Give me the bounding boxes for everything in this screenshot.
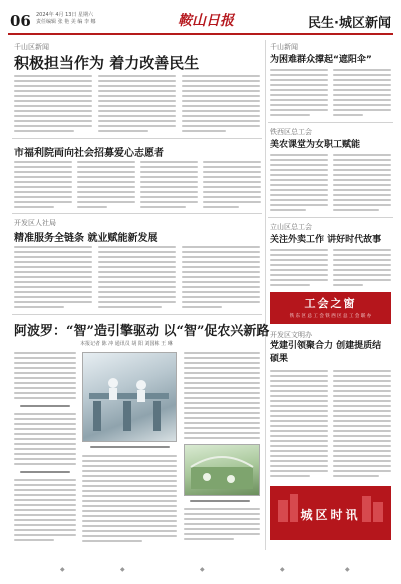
photo-caption (90, 446, 170, 448)
story3-divider (12, 314, 262, 315)
right2-divider (268, 217, 393, 218)
union-window-banner (270, 292, 391, 324)
photo2-caption (190, 500, 250, 502)
story4-byline: 本报记者 陈 冲 通讯员 胡 阳 刘国栋 王 琳 (80, 341, 173, 347)
section-title: 民生·城区新闻 (308, 16, 391, 31)
right1-divider (268, 122, 393, 123)
story2-divider (12, 213, 262, 214)
footer-mark-4: ◆ (280, 566, 285, 573)
right4-headline: 党建引领聚合力 创建提质结硕果 (270, 341, 382, 364)
column-divider (265, 40, 266, 550)
footer-mark-2: ◆ (120, 566, 125, 573)
union-window-title: 工会之窗 (304, 297, 357, 310)
factory-photo (82, 352, 177, 442)
right4-section-tag: 开发区文明办 (270, 331, 312, 339)
city-news-banner (270, 486, 391, 540)
right2-headline: 美农课堂为女职工赋能 (270, 140, 361, 150)
story1-section-tag: 千山区新闻 (14, 43, 49, 51)
page-number: 06 (10, 12, 31, 30)
story2-headline: 市福利院両向社会招募爱心志愿者 (14, 148, 164, 159)
right2-section-tag: 铁西区总工会 (270, 128, 312, 136)
footer-mark-3: ◆ (200, 566, 205, 573)
right1-headline: 为困难群众撑起“遮阳伞” (270, 55, 372, 65)
story1-headline: 积极担当作为 着力改善民生 (14, 54, 200, 72)
story1-divider (12, 138, 262, 139)
story3-headline: 精准服务全链条 就业赋能新发展 (14, 233, 158, 244)
union-window-sponsors: 铁 东 区 总 工 会 铁 西 区 总 工 会 联 办 (289, 314, 372, 319)
story4-headline: 阿波罗：“智”造引擎驱动 以“智”促农兴新路 (14, 324, 270, 339)
footer-mark-5: ◆ (345, 566, 350, 573)
editor-line: 责任编辑 张 艳 美 编 李 娜 (36, 19, 96, 25)
greenhouse-photo (184, 444, 260, 496)
city-news-title: 城区时讯 (300, 508, 361, 522)
right3-headline: 关注外卖工作 讲好时代故事 (270, 235, 382, 245)
newspaper-logo: 鞍山日报 (178, 13, 234, 29)
masthead-rule (8, 33, 393, 35)
right3-section-tag: 立山区总工会 (270, 223, 312, 231)
footer-mark-1: ◆ (60, 566, 65, 573)
right1-section-tag: 千山新闻 (270, 43, 298, 51)
story3-section-tag: 开发区人社局 (14, 219, 56, 227)
date-line: 2024年 4月 13日 星期六 (36, 12, 94, 18)
